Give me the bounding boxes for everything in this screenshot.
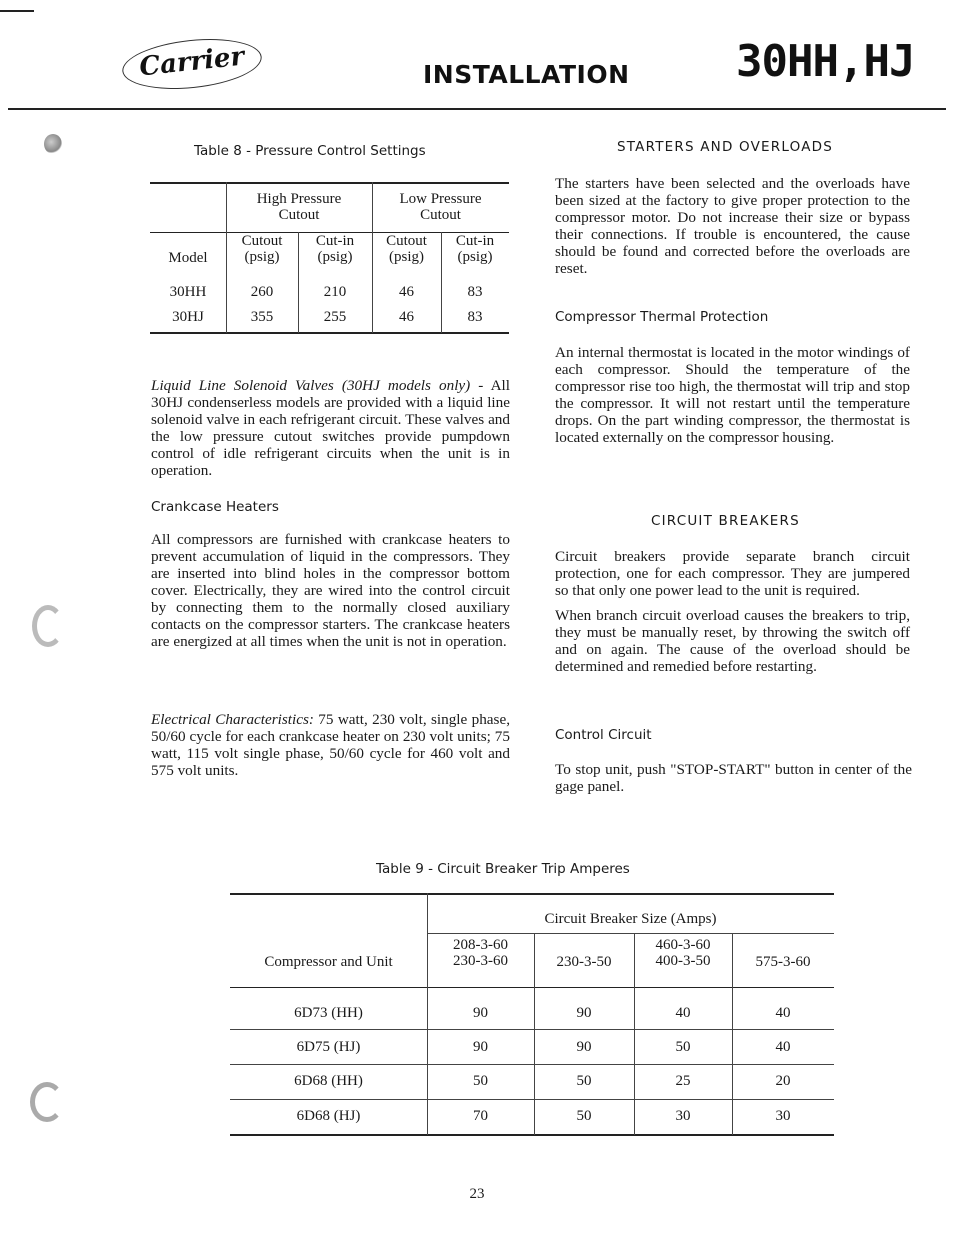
table-cell: 50 [576,1108,592,1124]
thermal-heading: Compressor Thermal Protection [555,309,769,325]
electrical-lead: Electrical Characteristics: [151,711,314,728]
table-cell: 46 [399,284,414,300]
table-cell: 40 [675,1005,691,1021]
electrical-text: 75 watt, 230 volt, single phase, 50/60 cycle for each crankcase heater on 230 volt units; 75 watt, 115 volt single phase, 50/60 cycle for 460 volt and 575 volt units. [151,711,510,779]
circuit-breaker-table [230,893,834,1136]
carrier-logo [120,33,264,95]
header-model: Model [168,250,208,266]
control-section [555,761,912,795]
table-cell: 50 [675,1039,691,1055]
table-cell: 30 [775,1108,791,1124]
control-text: To stop unit, push "STOP-START" button in center of the gage panel. [555,761,912,795]
binder-hole-mark [32,605,64,647]
page-number: 23 [469,1186,485,1202]
table-cell: 6D68 (HH) [294,1073,363,1089]
table-rule [230,987,834,988]
crankcase-section [151,531,510,650]
table-cell: 40 [775,1005,791,1021]
table-rule [230,1029,834,1030]
table-cell: 50 [473,1073,488,1089]
breakers-heading: CIRCUIT BREAKERS [651,513,800,529]
header-low-pressure: Low Pressure Cutout [399,191,482,223]
table-cell: 6D73 (HH) [294,1005,363,1021]
table-cell: 90 [576,1005,592,1021]
header-high-pressure: High Pressure Cutout [256,191,342,223]
header-lp-cutout: Cutout (psig) [386,233,427,265]
starters-heading: STARTERS AND OVERLOADS [617,139,833,155]
header-lp-cutin: Cut-in (psig) [455,233,495,265]
binder-hole-mark [30,1082,64,1122]
table-cell: 90 [473,1039,488,1055]
table-cell: 255 [323,309,347,325]
table-cell: 70 [473,1108,488,1124]
solenoid-valves-section [151,377,510,479]
control-heading: Control Circuit [555,727,652,743]
top-edge-mark [0,10,34,12]
breakers-text-2: When branch circuit overload causes the breakers to trip, they must be manually reset, by throwing the switch off and on again. The cause of the overload should be determined and remedied before restarting. [555,607,910,675]
thermal-text: An internal thermostat is located in the motor windings of each compressor. Should the temperature of the compressor rise too high, the thermostat will trip and stop the compressor. It will not restart until the temperature drops. On the part winding compressor, the thermostat is located externally on the compressor housing. [555,344,910,446]
table-cell: 83 [467,284,483,300]
header-voltage-2: 230-3-50 [556,954,612,970]
header-voltage-1: 208-3-60 230-3-60 [453,937,508,969]
table-cell: 90 [473,1005,488,1021]
header-voltage-4: 575-3-60 [755,954,811,970]
table-cell: 260 [250,284,274,300]
header-compressor-unit: Compressor and Unit [264,954,393,970]
table-rule [230,893,834,895]
table-cell: 6D75 (HJ) [296,1039,361,1055]
table-cell: 25 [675,1073,691,1089]
table-cell: 50 [576,1073,592,1089]
header-hp-cutin: Cut-in (psig) [315,233,355,265]
table8-caption: Table 8 - Pressure Control Settings [194,143,426,159]
table-rule [427,933,834,934]
binder-hole-mark [44,134,62,154]
logo-text: Carrier [137,41,246,83]
solenoid-lead: Liquid Line Solenoid Valves (30HJ models only) - [151,377,484,394]
starters-text: The starters have been selected and the overloads have been sized at the factory to give proper protection to the compressor motor. Do not increase their size or bypass their connections. If trouble is encountered, the cause should be found and corrected before the overloads are reset. [555,175,910,277]
table-cell: 83 [467,309,483,325]
table-cell: 30HH [169,284,207,300]
crankcase-text: All compressors are furnished with crankcase heaters to prevent accumulation of liquid in the compressors. They are inserted into blind holes in the compressor bottom cover. Electrically, they are wired into the control circuit by connecting them to the normally closed auxiliary contacts on the compressor starters. The crankcase heaters are energized at all times when the unit is not in operation. [151,531,510,650]
table-cell: 90 [576,1039,592,1055]
electrical-section [151,711,510,779]
crankcase-heading: Crankcase Heaters [151,499,279,515]
page-section-title: INSTALLATION [423,60,630,89]
table-cell: 46 [399,309,414,325]
table9-caption: Table 9 - Circuit Breaker Trip Amperes [376,861,630,877]
table-cell: 6D68 (HJ) [296,1108,361,1124]
table-rule [150,182,509,184]
header-breaker-size: Circuit Breaker Size (Amps) [544,911,717,927]
header-hp-cutout: Cutout (psig) [241,233,283,265]
pressure-control-table [150,182,509,334]
breakers-text-1: Circuit breakers provide separate branch circuit protection, one for each compressor. They are jumpered so that only one power lead to the unit is required. [555,548,910,599]
model-title: 30HH,HJ [736,36,915,87]
solenoid-text: All 30HJ condenserless models are provided with a liquid line solenoid valve in each refrigerant circuit. These valves and the low pressure cutout switches provide pumpdown control of idle refrigerant circuits when the unit is in operation. [151,377,510,479]
table-cell: 355 [250,309,274,325]
table-rule [150,332,509,334]
table-rule [230,1064,834,1065]
table-cell: 20 [775,1073,791,1089]
table-rule [230,1099,834,1100]
breakers-section [555,548,910,675]
table-rule [230,1134,834,1136]
header-voltage-3: 460-3-60 400-3-50 [655,937,711,969]
table-cell: 40 [775,1039,791,1055]
header-rule [8,108,946,110]
table-cell: 30HJ [172,309,204,325]
thermal-section [555,344,910,446]
starters-section [555,175,910,277]
table-cell: 30 [675,1108,691,1124]
table-cell: 210 [323,284,347,300]
